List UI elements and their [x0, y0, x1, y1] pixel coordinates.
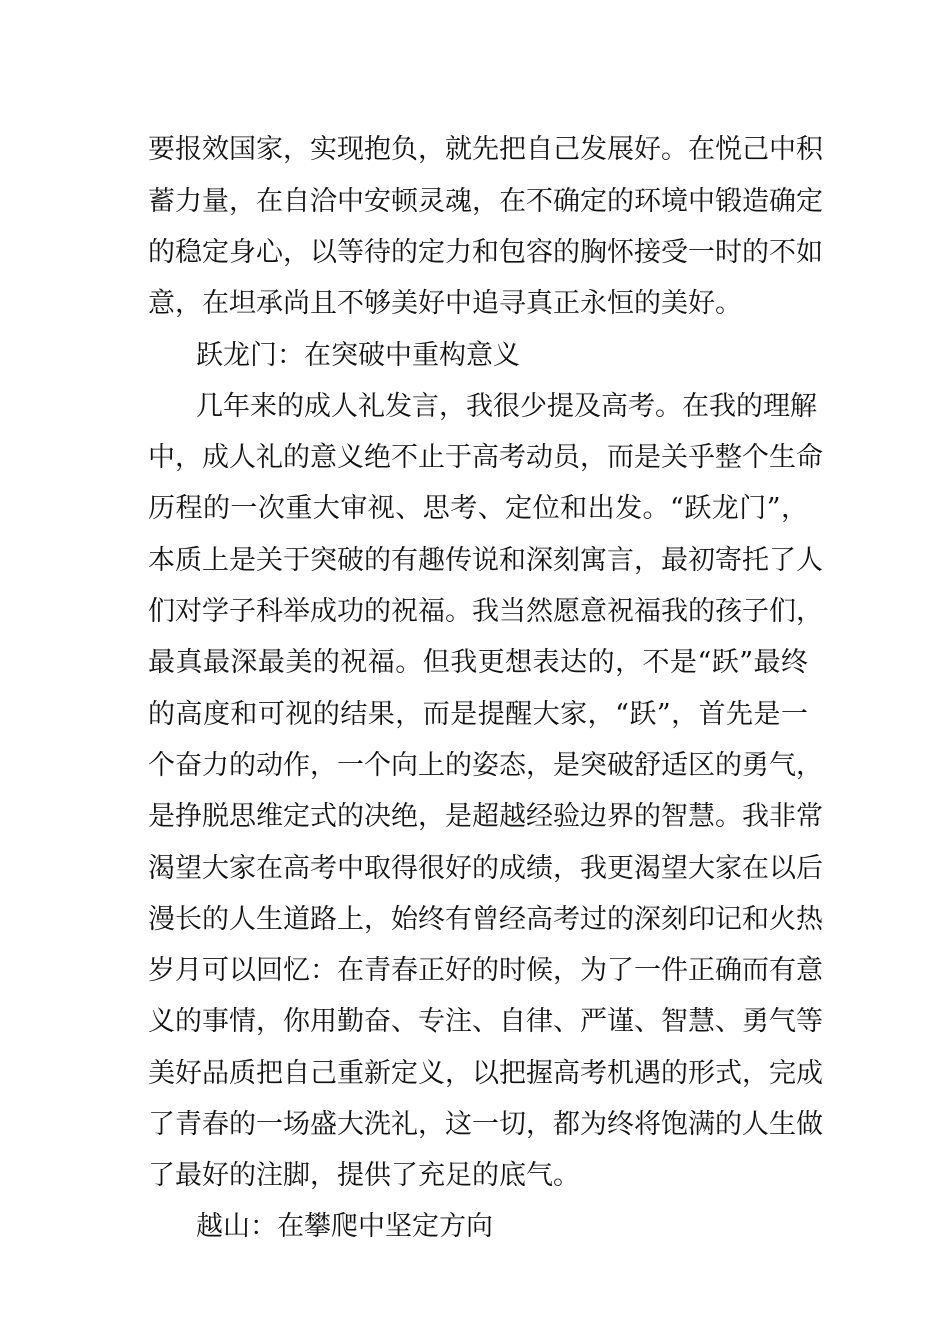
paragraph-line: 漫长的人生道路上，始终有曾经高考过的深刻印记和火热 [148, 904, 823, 935]
paragraph-line: 岁月可以回忆：在青春正好的时候，为了一件正确而有意 [148, 955, 823, 986]
paragraph-line: 最真最深最美的祝福。但我更想表达的，不是“跃”最终 [148, 647, 808, 678]
paragraph-line: 是挣脱思维定式的决绝，是超越经验边界的智慧。我非常 [148, 801, 823, 832]
paragraph-line: 个奋力的动作，一个向上的姿态，是突破舒适区的勇气， [148, 750, 823, 781]
paragraph-line: 几年来的成人礼发言，我很少提及高考。在我的理解 [196, 391, 817, 422]
paragraph-line: 了最好的注脚，提供了充足的底气。 [148, 1160, 580, 1191]
paragraph-line: 了青春的一场盛大洗礼，这一切，都为终将饱满的人生做 [148, 1109, 823, 1140]
paragraph-line: 的高度和可视的结果，而是提醒大家，“跃”，首先是一 [148, 699, 808, 730]
paragraph-line: 要报效国家，实现抱负，就先把自己发展好。在悦己中积 [148, 134, 823, 165]
paragraph-line: 的稳定身心，以等待的定力和包容的胸怀接受一时的不如 [148, 237, 823, 268]
section-heading: 越山：在攀爬中坚定方向 [196, 1211, 493, 1242]
paragraph-line: 本质上是关于突破的有趣传说和深刻寓言，最初寄托了人 [148, 545, 823, 576]
paragraph-line: 美好品质把自己重新定义，以把握高考机遇的形式，完成 [148, 1058, 823, 1089]
paragraph-line: 意，在坦承尚且不够美好中追寻真正永恒的美好。 [148, 288, 742, 319]
paragraph-line: 渴望大家在高考中取得很好的成绩，我更渴望大家在以后 [148, 853, 823, 884]
paragraph-line: 中，成人礼的意义绝不止于高考动员，而是关乎整个生命 [148, 442, 823, 473]
paragraph-line: 历程的一次重大审视、思考、定位和出发。“跃龙门”， [148, 493, 808, 524]
paragraph-line: 们对学子科举成功的祝福。我当然愿意祝福我的孩子们， [148, 596, 823, 627]
paragraph-line: 蓄力量，在自洽中安顿灵魂，在不确定的环境中锻造确定 [148, 186, 823, 217]
paragraph-line: 义的事情，你用勤奋、专注、自律、严谨、智慧、勇气等 [148, 1006, 823, 1037]
section-heading: 跃龙门：在突破中重构意义 [196, 340, 520, 371]
